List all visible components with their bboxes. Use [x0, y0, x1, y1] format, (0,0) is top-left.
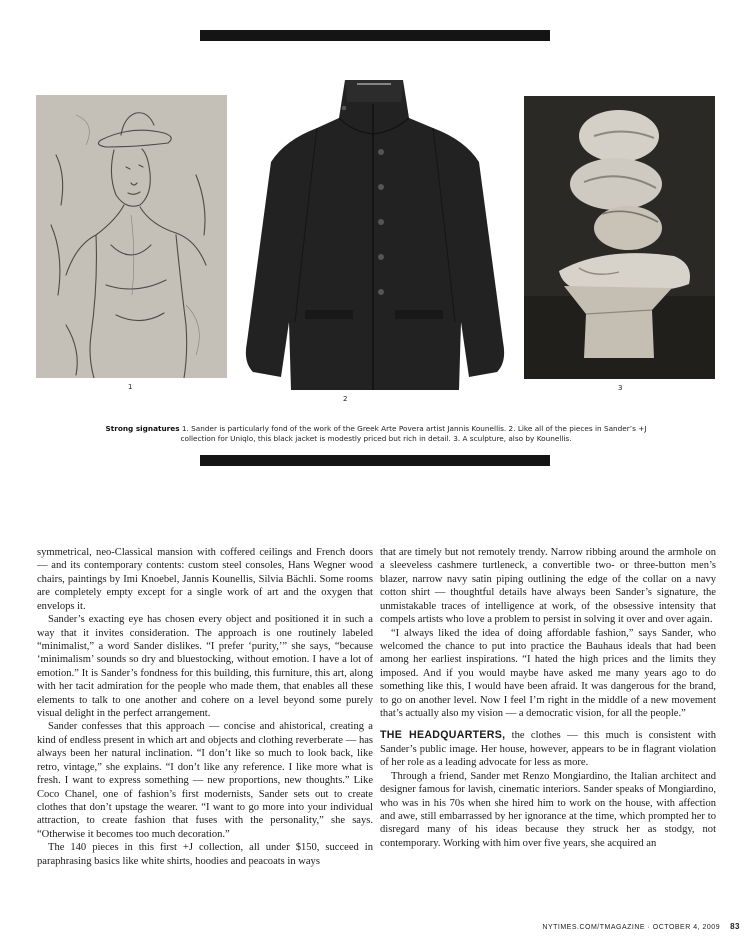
figure-number-1: 1 [128, 383, 133, 391]
black-jacket-image [233, 72, 515, 394]
paragraph: The 140 pieces in this first +J collection, all under $150, succeed in paraphrasing basics like white shirts, hoodies and peacoats in ways [37, 842, 373, 867]
caption-text: 1. Sander is particularly fond of the work of the Greek Arte Povera artist Jannis Kounellis. 2. Like all of the pieces in Sander’s +J collection for Uniqlo, this black jacket is modestly priced but rich in detail. 3. A sculpture, also by Kounellis. [179, 424, 647, 443]
paragraph: Sander confesses that this approach — concise and ahistorical, creating a kind of endless present in which art and objects and clothing reverberate — has always been her natural inclination. “I don’t like so much to look back, like retro, vintage,” she explains. “I don’t like any reference. I like more what is fresh. I want to express something — new proportions, new thoughts.” Like Coco Chanel, one of fashion’s first modernists, Sander sets out to create clothes that don’t upstage the wearer. “I want to go more into your individual attraction, to create fashion that fuses with the personality,” she says. “Otherwise it becomes too much decoration.” [37, 721, 373, 840]
paragraph: that are timely but not remotely trendy. Narrow ribbing around the armhole on a sleeveless cashmere turtleneck, a convertible two- or three-button men’s blazer, narrow navy satin piping outlining the edge of the collar on a navy cotton shirt — thoughtful details have always been Sander’s signature, the unmistakable traces of intelligence at work, of the obsessive intensity that compels artists who love a problem to persist in solving it over and over again. [380, 547, 716, 626]
top-divider-bar [200, 30, 550, 41]
paragraph: Sander’s exacting eye has chosen every object and positioned it in such a way that it invites consideration. The approach is one routinely labeled “minimalist,” a word Sander dislikes. “I prefer ‘purity,’” she says, “because ‘minimalism’ sounds so dry and bluestocking, without emotion. I have a lot of emotion.” It is Sander’s fondness for this building, this furniture, this art, along with her tacit admiration for the people who made them, that enables all these elements to talk to one another and cohere on a level beyond some purely visual delight in the perfect arrangement. [37, 614, 373, 720]
figure-number-3: 3 [618, 384, 623, 392]
paragraph: Through a friend, Sander met Renzo Mongiardino, the Italian architect and designer famous for lavish, cinematic interiors. Sander speaks of Mongiardino, who was in his 70s when she hired him to work on the house, with affection and awe, still embarrassed by her ignorance at the time, which prompted her to disregard many of his ideas because they struck her as stodgy, not contemporary. Working with him over five years, she acquired an [380, 770, 716, 849]
left-text-column [37, 546, 373, 868]
paragraph: symmetrical, neo-Classical mansion with coffered ceilings and French doors — and its contemporary contents: custom steel consoles, Hans Wegner wood chairs, paintings by Imi Knoebel, Jannis Kounellis, Silvia Bächli. Some rooms are completely empty except for a single work of art and the oxygen that envelops it. [37, 547, 373, 612]
caption-lead: Strong signatures [105, 424, 180, 433]
page-footer [500, 922, 740, 931]
right-text-column [380, 546, 716, 850]
section-paragraph [380, 729, 716, 769]
bottom-divider-bar [200, 455, 550, 466]
section-paragraph-text: the clothes — this much is consistent with Sander’s public image. Her house, however, appears to be in flagrant violation of her role as a leading advocate for less as more. [380, 730, 716, 769]
paragraph: “I always liked the idea of doing affordable fashion,” says Sander, who welcomed the chance to put into practice the Bauhaus ideals that had been among her earliest inspirations. “I hated the high prices and the limits they imposed. And if you would maybe have asked me many years ago to do something like this, I would have been afraid. It was dangerous for the brand, to go on another level. Now I feel I’m right in the middle of a new movement that’s actually also my vision — a democratic vision, for all the people.” [380, 627, 716, 720]
figure-number-2: 2 [343, 395, 348, 403]
section-subhead: THE HEADQUARTERS, [380, 729, 506, 742]
sculpture-image [524, 96, 715, 379]
page-number: 83 [730, 922, 740, 931]
footer-source: NYTIMES.COM/TMAGAZINE · OCTOBER 4, 2009 [542, 924, 721, 931]
image-caption [96, 424, 656, 444]
sketch-drawing-image [36, 95, 227, 378]
